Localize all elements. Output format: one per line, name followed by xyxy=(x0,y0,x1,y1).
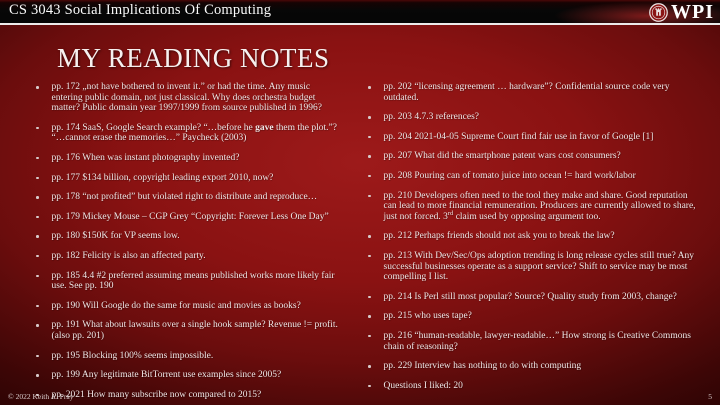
reading-note-text: pp. 195 Blocking 100% seems impossible. xyxy=(51,350,214,361)
bullet-icon xyxy=(368,255,371,258)
bullet-icon xyxy=(36,374,39,377)
reading-note-text: pp. 204 2021-04-05 Supreme Court find fair use in favor of Google [1] xyxy=(383,131,654,142)
bullet-icon xyxy=(368,235,371,238)
page-title: MY READING NOTES xyxy=(57,43,330,73)
bullet-icon xyxy=(36,177,39,180)
bullet-icon xyxy=(36,324,39,327)
bullet-icon xyxy=(368,116,371,119)
reading-note-text: pp. 216 “human-readable, lawyer-readable…” How strong is Creative Commons chain of reasoning? xyxy=(383,330,691,352)
slide-header xyxy=(0,0,720,25)
reading-note xyxy=(36,212,338,223)
bullet-icon xyxy=(36,196,39,199)
page-number: 5 xyxy=(708,392,712,401)
wpi-logo xyxy=(649,1,714,24)
reading-note-text: pp. 190 Will Google do the same for music and movies as books? xyxy=(51,300,301,311)
wpi-logo-text: WPI xyxy=(671,1,714,23)
reading-note xyxy=(36,192,338,203)
reading-note xyxy=(368,231,700,242)
reading-note-text: pp. 210 Developers often need to the tool they make and share. Good reputation can lead to more financial remuneration. Producers are currently allowed to share, just not forced. 3rd claim used by opposing argument too. xyxy=(383,190,696,222)
reading-note-text: pp. 212 Perhaps friends should not ask you to break the law? xyxy=(383,231,615,242)
reading-note-text: pp. 214 Is Perl still most popular? Source? Quality study from 2003, change? xyxy=(383,291,677,302)
bullet-icon xyxy=(368,175,371,178)
reading-note-text: pp. 182 Felicity is also an affected party. xyxy=(51,250,206,261)
reading-note xyxy=(368,361,700,372)
reading-note xyxy=(36,351,338,362)
reading-note-text: pp. 172 „not have bothered to invent it.” or had the time. Any music entering public domain, not just classical. Why does orchestra budget matter? Public domain year 1997/1999 from source published in 1996? xyxy=(51,82,322,114)
course-title: CS 3043 Social Implications Of Computing xyxy=(9,2,272,18)
wpi-seal-icon xyxy=(649,3,668,22)
reading-note xyxy=(36,370,338,381)
reading-note xyxy=(368,82,700,103)
copyright-text: © 2022 Keith A. Pray xyxy=(8,392,74,401)
reading-note xyxy=(36,82,338,114)
reading-note xyxy=(368,171,700,182)
reading-note xyxy=(368,132,700,143)
bullet-icon xyxy=(36,216,39,219)
reading-note xyxy=(368,381,700,392)
bullet-icon xyxy=(368,155,371,158)
reading-note xyxy=(36,251,338,262)
bullet-icon xyxy=(368,136,371,139)
reading-note-text: pp. 174 SaaS, Google Search example? “…before he gave them the plot.”? “…cannot erase the memories…” Paycheck (2003) xyxy=(51,122,337,144)
reading-note xyxy=(368,292,700,303)
bullet-icon xyxy=(36,275,39,278)
reading-note xyxy=(36,153,338,164)
bullet-icon xyxy=(368,296,371,299)
reading-note xyxy=(36,271,338,292)
bullet-icon xyxy=(36,255,39,258)
reading-note-text: pp. 177 $134 billion, copyright leading export 2010, now? xyxy=(51,172,274,183)
reading-note-text: pp. 215 who uses tape? xyxy=(383,311,472,322)
bullet-icon xyxy=(36,157,39,160)
reading-note-text: pp. 191 What about lawsuits over a single hook sample? Revenue != profit. (also pp. 201) xyxy=(51,320,338,341)
reading-note-text: pp. 180 $150K for VP seems low. xyxy=(51,231,180,242)
reading-note-text: pp. 202 “licensing agreement … hardware”? Confidential source code very outdated. xyxy=(383,82,670,103)
bullet-icon xyxy=(368,86,371,89)
notes-column-left xyxy=(22,82,364,405)
bullet-icon xyxy=(36,305,39,308)
reading-note-text: pp. 229 Interview has nothing to do with computing xyxy=(383,361,582,372)
reading-note-text: pp. 178 “not profited” but violated right to distribute and reproduce… xyxy=(51,192,318,203)
reading-note-text: pp. 176 When was instant photography invented? xyxy=(51,152,240,163)
bullet-icon xyxy=(368,335,371,338)
reading-note xyxy=(36,320,338,341)
reading-note xyxy=(368,112,700,123)
reading-note xyxy=(368,251,700,283)
bullet-icon xyxy=(368,365,371,368)
reading-note xyxy=(36,123,338,144)
reading-note xyxy=(368,331,700,352)
reading-note-text: pp. 203 4.7.3 references? xyxy=(383,112,479,123)
bullet-icon xyxy=(36,86,39,89)
reading-notes-list-right xyxy=(368,82,700,391)
reading-note xyxy=(368,311,700,322)
reading-note xyxy=(368,191,700,223)
reading-note xyxy=(368,151,700,162)
reading-note-text: pp. 2021 How many subscribe now compared to 2015? xyxy=(51,389,262,400)
reading-note-text: pp. 213 With Dev/Sec/Ops adoption trending is long release cycles still true? Any successful businesses operate as a support service? Shift to service may be most compelling I list. xyxy=(383,250,695,283)
reading-note-text: pp. 207 What did the smartphone patent wars cost consumers? xyxy=(383,151,621,162)
reading-note-text: pp. 185 4.4 #2 preferred assuming means published works more likely fair use. See pp. 190 xyxy=(51,270,335,292)
reading-note-text: Questions I liked: 20 xyxy=(383,380,463,391)
bullet-icon xyxy=(368,195,371,198)
notes-column-right xyxy=(364,82,706,405)
reading-note xyxy=(36,301,338,312)
bullet-icon xyxy=(368,385,371,388)
reading-note xyxy=(36,231,338,242)
bullet-icon xyxy=(36,235,39,238)
bullet-icon xyxy=(368,315,371,318)
bullet-icon xyxy=(36,355,39,358)
reading-note-text: pp. 179 Mickey Mouse – CGP Grey “Copyright: Forever Less One Day” xyxy=(51,211,329,222)
reading-note xyxy=(36,173,338,184)
bullet-icon xyxy=(36,127,39,130)
reading-notes-list-left xyxy=(36,82,338,400)
reading-note-text: pp. 208 Pouring can of tomato juice into ocean != hard work/labor xyxy=(383,170,636,181)
reading-note-text: pp. 199 Any legitimate BitTorrent use examples since 2005? xyxy=(51,370,282,381)
notes-columns xyxy=(22,82,706,405)
reading-note xyxy=(36,390,338,401)
